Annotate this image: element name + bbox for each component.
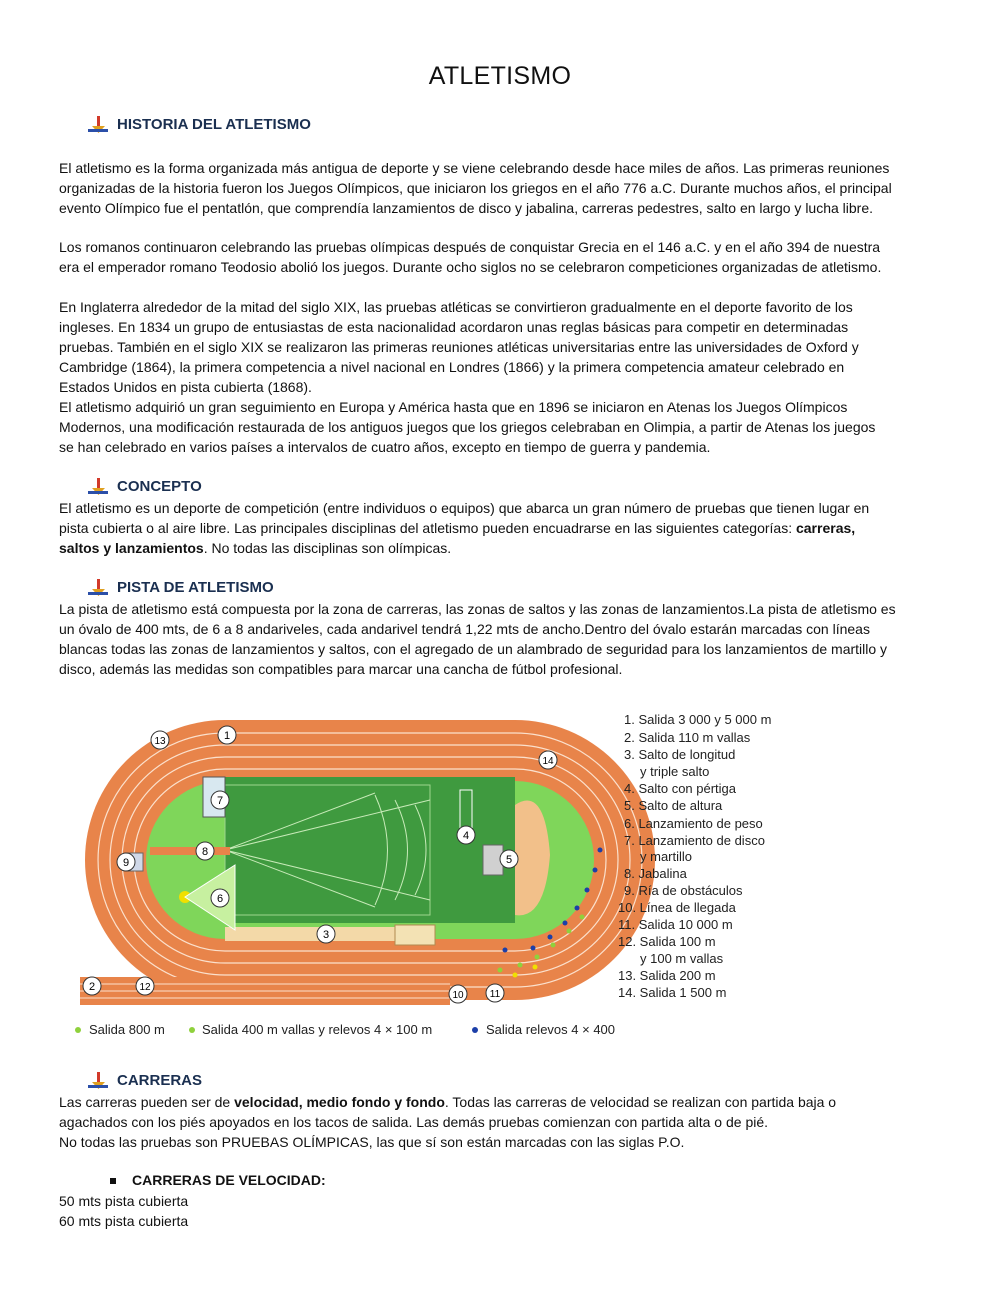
legend-item: 6. Lanzamiento de peso (624, 816, 763, 831)
paragraph-historia-3 (59, 297, 944, 457)
marker-label: 10 (452, 990, 464, 1001)
legend-item: Salida 800 m (89, 1022, 165, 1037)
marker-10 (449, 985, 467, 1003)
marker-label: 7 (216, 795, 224, 807)
marker-label: 2 (88, 981, 96, 993)
legend-item: y martillo (640, 849, 693, 864)
marker-5 (500, 850, 518, 868)
marker-label: 4 (462, 830, 470, 842)
blue-dot-icon (472, 1027, 478, 1033)
velocidad-list (59, 1191, 188, 1231)
legend-item: 3. Salto de longitud (624, 747, 736, 762)
bold-text: saltos y lanzamientos (59, 540, 204, 556)
legend-item: y 100 m vallas (640, 951, 724, 966)
marker-label: 11 (489, 989, 501, 1000)
paragraph-historia-2 (59, 237, 944, 277)
arrow-bullet-icon (88, 579, 110, 597)
legend-item: 8. Jabalina (624, 866, 687, 881)
text-line: organizadas de la historia fueron los Juegos Olímpicos, que iniciaron los griegos en el año 776 a.C. Durante muchos años, el principal (59, 180, 892, 196)
marker-label: 14 (542, 756, 554, 767)
marker-2 (83, 977, 101, 995)
text-run: Las carreras pueden ser de (59, 1094, 235, 1110)
text-line: evento Olímpico fue el pentatlón, que comprendía lanzamientos de disco y jabalina, carreras pedestres, salto en largo y lucha libre. (59, 200, 874, 216)
arrow-bullet-icon (88, 116, 110, 134)
text-line: El atletismo es la forma organizada más antigua de deporte y se viene celebrando desde hace miles de años. Las primeras reuniones (59, 160, 890, 176)
heading-label: PISTA DE ATLETISMO (117, 579, 274, 596)
legend-item: 7. Lanzamiento de disco (624, 833, 765, 848)
text-line: Estados Unidos en pista cubierta (1868). (59, 379, 312, 395)
marker-6 (211, 889, 229, 907)
text-run: pista cubierta o al aire libre. Las principales disciplinas del atletismo pueden encuadrarse en las siguientes categorías: (59, 520, 796, 536)
bold-text: carreras, (795, 520, 856, 536)
section-heading-pista (88, 579, 274, 597)
marker-label: 12 (139, 982, 151, 993)
bold-text: velocidad, medio fondo y fondo (234, 1094, 445, 1110)
text-line: En Inglaterra alrededor de la mitad del siglo XIX, las pruebas atléticas se convirtieron gradualmente en el deporte favorito de los (59, 299, 853, 315)
legend-item: 5. Salto de altura (624, 798, 723, 813)
paragraph-pista (59, 599, 944, 679)
text-line (59, 1092, 944, 1112)
text-line: disco, además las medidas son compatibles para marcar una cancha de fútbol profesional. (59, 661, 623, 677)
text-line: No todas las pruebas son PRUEBAS OLÍMPICAS, las que sí son están marcadas con las siglas P.O. (59, 1134, 685, 1150)
legend-item: 9. Ría de obstáculos (624, 883, 743, 898)
track-diagram (75, 705, 975, 1050)
text-line: se han celebrado en varios países a intervalos de cuatro años, excepto en tiempo de guerra y pandemia. (59, 439, 711, 455)
diagram-legend (618, 712, 771, 1000)
track-oval (80, 720, 655, 1005)
text-line: blancas todas las zonas de lanzamientos y saltos, con el agregado de un alambrado de seguridad para los lanzamientos de martillo y (59, 641, 888, 657)
marker-12 (136, 977, 154, 995)
section-heading-carreras (88, 1072, 202, 1090)
legend-item: 14. Salida 1 500 m (618, 985, 727, 1000)
marker-13 (151, 731, 169, 749)
green-dot-icon (189, 1027, 195, 1033)
legend-item: 10. Línea de llegada (618, 900, 736, 915)
text-line (59, 538, 944, 558)
marker-7 (211, 791, 229, 809)
marker-14 (539, 751, 557, 769)
text-line: Cambridge (1864), la primera competencia a nivel nacional en Londres (1866) y la primera competencia amateur celebrado en (59, 359, 845, 375)
text-line: pruebas. También en el siglo XIX se realizaron las primeras reuniones atléticas universitarias entre las universidades de Oxford y (59, 339, 859, 355)
marker-label: 1 (223, 730, 231, 742)
marker-label: 6 (216, 893, 224, 905)
text-line: agachados con los piés apoyados en los tacos de salida. Las demás pruebas comienzan con partida alta o de pié. (59, 1114, 769, 1130)
marker-4 (457, 826, 475, 844)
page-title: ATLETISMO (428, 62, 572, 90)
legend-item: Salida 400 m vallas y relevos 4 × 100 m (202, 1022, 433, 1037)
section-heading-concepto (88, 478, 202, 496)
marker-label: 5 (505, 854, 513, 866)
list-item: 60 mts pista cubierta (59, 1213, 189, 1229)
paragraph-carreras (59, 1092, 944, 1152)
heading-label: HISTORIA DEL ATLETISMO (117, 116, 311, 133)
green-dot-icon (75, 1027, 81, 1033)
marker-3 (317, 925, 335, 943)
text-line: ingleses. En 1834 un grupo de entusiastas de esta nacionalidad acordaron unas reglas básicas para competir en determinadas (59, 319, 849, 335)
paragraph-concepto (59, 498, 944, 558)
paragraph-historia-1 (59, 158, 944, 218)
text-line: un óvalo de 400 mts, de 6 a 8 andariveles, cada andarivel tendrá 1,22 mts de ancho.Dentro del óvalo estarán marcadas con líneas (59, 621, 870, 637)
arrow-bullet-icon (88, 1072, 110, 1090)
text-line: El atletismo adquirió un gran seguimiento en Europa y América hasta que en 1896 se iniciaron en Atenas los Juegos Olímpicos (59, 399, 848, 415)
marker-label: 3 (322, 929, 330, 941)
text-line: Modernos, una modificación restaurada de los antiguos juegos que los griegos celebraban en Olimpia, a partir de Atenas los juegos (59, 419, 876, 435)
text-run: . No todas las disciplinas son olímpicas. (203, 540, 452, 556)
section-heading-historia (88, 116, 311, 134)
legend-item: 13. Salida 200 m (618, 968, 716, 983)
text-line: El atletismo es un deporte de competición (entre individuos o equipos) que abarca un gran número de pruebas que tienen lugar en (59, 500, 870, 516)
marker-8 (196, 842, 214, 860)
text-line: Los romanos continuaron celebrando las pruebas olímpicas después de conquistar Grecia en el 146 a.C. y en el año 394 de nuestra (59, 239, 881, 255)
text-line: La pista de atletismo está compuesta por la zona de carreras, las zonas de saltos y las zonas de lanzamientos.La pista de atletismo es (59, 601, 896, 617)
marker-label: 9 (122, 857, 130, 869)
legend-item: 1. Salida 3 000 y 5 000 m (624, 712, 772, 727)
arrow-bullet-icon (88, 478, 110, 496)
heading-label: CONCEPTO (117, 478, 202, 495)
marker-1 (218, 726, 236, 744)
legend-item: 4. Salto con pértiga (624, 781, 737, 796)
marker-11 (486, 984, 504, 1002)
text-line (59, 518, 944, 538)
text-line: era el emperador romano Teodosio abolió los juegos. Durante ocho siglos no se celebraron competiciones organizadas de atletismo. (59, 259, 882, 275)
legend-item: 2. Salida 110 m vallas (624, 730, 751, 745)
text-run: . Todas las carreras de velocidad se realizan con partida baja o (444, 1094, 837, 1110)
legend-item: Salida relevos 4 × 400 (486, 1022, 616, 1037)
square-bullet-icon (110, 1178, 116, 1184)
legend-item: 12. Salida 100 m (618, 934, 716, 949)
marker-label: 13 (154, 736, 166, 747)
legend-item: 11. Salida 10 000 m (618, 917, 733, 932)
subheading-label: CARRERAS DE VELOCIDAD: (132, 1172, 326, 1188)
legend-item: y triple salto (640, 764, 710, 779)
heading-label: CARRERAS (117, 1072, 203, 1089)
start-legend (75, 1022, 615, 1037)
subheading-velocidad (110, 1172, 326, 1188)
list-item: 50 mts pista cubierta (59, 1193, 189, 1209)
marker-9 (117, 853, 135, 871)
marker-label: 8 (201, 846, 209, 858)
